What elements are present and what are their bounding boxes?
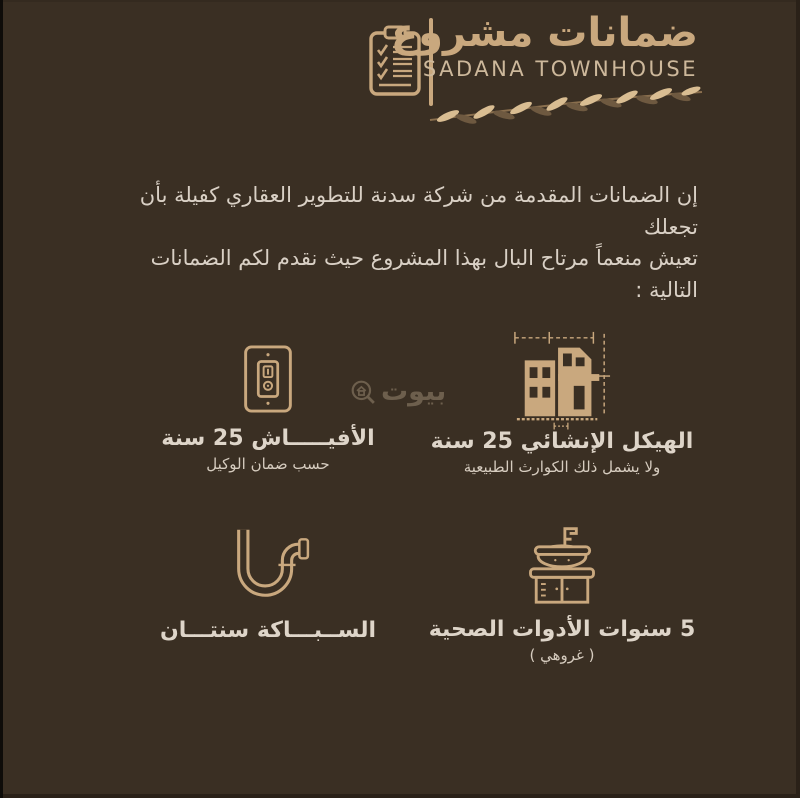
sink-vanity-icon <box>515 522 609 606</box>
guarantee-structure-title: الهيكل الإنشائي 25 سنة <box>430 429 694 454</box>
watermark-label: بيوت <box>381 376 447 407</box>
page-title-english: SADANA TOWNHOUSE <box>422 57 698 82</box>
guarantee-sanitary <box>412 522 712 665</box>
guarantee-plumbing-title: الســبـــاكة سنتـــان <box>159 618 376 643</box>
guarantee-sanitary-subtitle: ( غروهي ) <box>529 645 595 664</box>
guarantee-outlets <box>118 344 418 474</box>
guarantee-structure-subtitle: ولا يشمل ذلك الكوارث الطبيعية <box>463 457 661 476</box>
guarantee-sanitary-title: 5 سنوات الأدوات الصحية <box>428 617 696 642</box>
guarantee-plumbing <box>118 526 418 647</box>
switch-plate-icon <box>242 344 294 414</box>
intro-line-2: تعيش منعماً مرتاح البال بهذا المشروع حيث نقدم لكم الضمانات التالية : <box>150 246 698 302</box>
guarantee-outlets-subtitle: حسب ضمان الوكيل <box>206 454 330 473</box>
page-title-arabic: ضمانات مشروع <box>390 10 698 56</box>
guarantee-outlets-title: الأفيـــــاش 25 سنة <box>161 426 375 451</box>
intro-line-1: إن الضمانات المقدمة من شركة سدنة للتطوير العقاري كفيلة بأن تجعلك <box>139 183 698 239</box>
intro-paragraph <box>113 180 698 306</box>
olive-branch-decoration <box>428 84 704 130</box>
pipe-trap-icon <box>225 526 311 602</box>
house-blueprint-icon <box>502 328 622 430</box>
guarantee-structure <box>412 328 712 477</box>
header-title-block <box>391 12 698 81</box>
